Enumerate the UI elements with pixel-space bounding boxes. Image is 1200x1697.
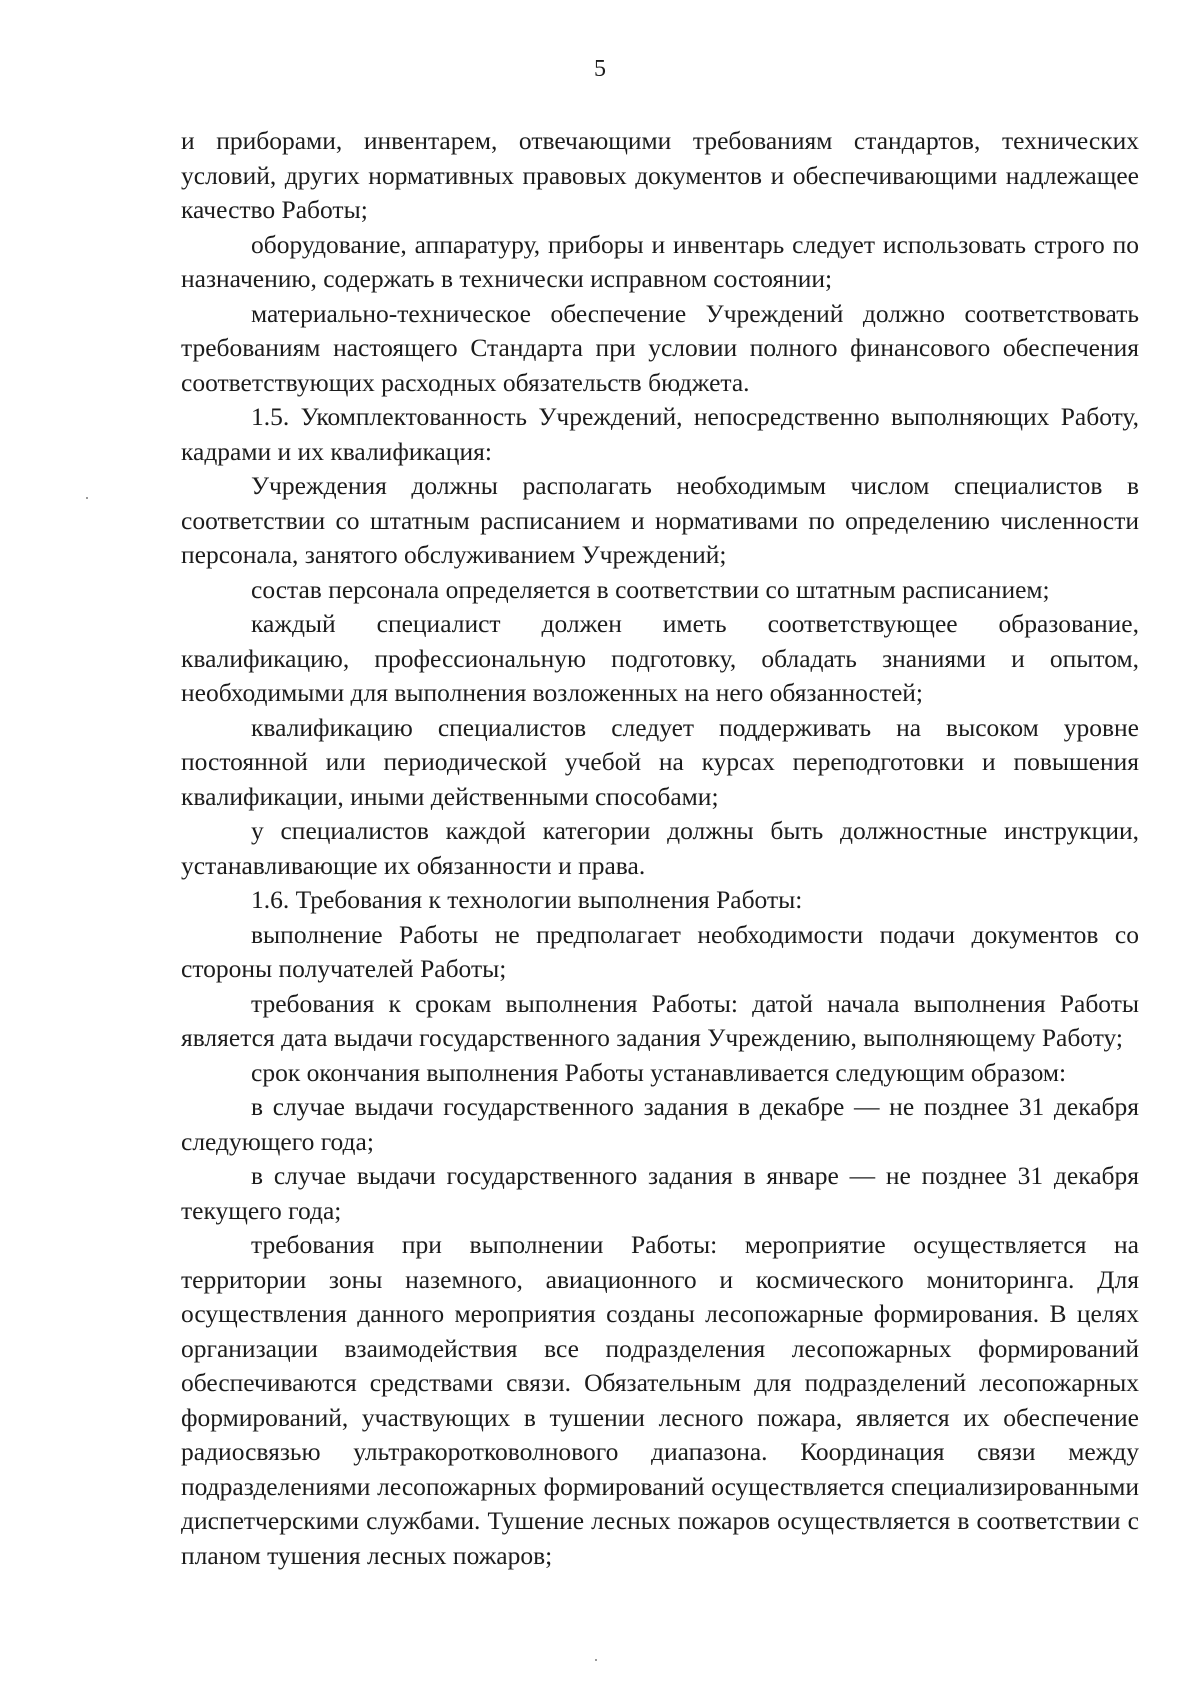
document-body xyxy=(181,124,1139,1573)
paragraph: Учреждения должны располагать необходимым числом специалистов в соответствии со штатным расписанием и нормативами по определению численности персонала, занятого обслуживанием Учреждений; xyxy=(181,471,1139,569)
paragraph: и приборами, инвентарем, отвечающими требованиям стандартов, технических условий, других нормативных правовых документов и обеспечивающими надлежащее качество Работы; xyxy=(181,126,1139,224)
section-heading-1-6: 1.6. Требования к технологии выполнения Работы: xyxy=(251,885,803,914)
paragraph: выполнение Работы не предполагает необходимости подачи документов со стороны получателей Работы; xyxy=(181,919,1139,983)
paragraph: оборудование, аппаратуру, приборы и инвентарь следует использовать строго по назначению, содержать в технически исправном состоянии; xyxy=(181,229,1139,293)
paragraph: в случае выдачи государственного задания в декабре — не позднее 31 декабря следующего года; xyxy=(181,1092,1139,1156)
paragraph: срок окончания выполнения Работы устанавливается следующим образом: xyxy=(251,1057,1067,1087)
page-number: 5 xyxy=(594,56,606,82)
paragraph: в случае выдачи государственного задания в январе — не позднее 31 декабря текущего года; xyxy=(181,1161,1139,1225)
paragraph: у специалистов каждой категории должны быть должностные инструкции, устанавливающие их обязанности и права. xyxy=(181,816,1139,880)
paragraph: требования к срокам выполнения Работы: датой начала выполнения Работы является дата выдачи государственного задания Учреждению, выполняющему Работу; xyxy=(181,988,1139,1052)
section-heading-1-5: 1.5. Укомплектованность Учреждений, непосредственно выполняющих Работу, кадрами и их квалификация: xyxy=(181,402,1139,466)
paragraph: квалификацию специалистов следует поддерживать на высоком уровне постоянной или периодической учебой на курсах переподготовки и повышения квалификации, иными действенными способами; xyxy=(181,712,1139,811)
paragraph: требования при выполнении Работы: мероприятие осуществляется на территории зоны наземного, авиационного и космического мониторинга. Для осуществления данного мероприятия созданы лесопожарные формирования. В целях организации взаимодействия все подразделения лесопожарных формирований обеспечиваются средствами связи. Обязательным для подразделений лесопожарных формирований, участвующих в тушении лесного пожара, является их обеспечение радиосвязью ультракоротковолнового диапазона. Координация связи между подразделениями лесопожарных формирований осуществляется специализированными диспетчерскими службами. Тушение лесных пожаров осуществляется в соответствии с планом тушения лесных пожаров; xyxy=(181,1230,1139,1570)
paragraph: материально-техническое обеспечение Учреждений должно соответствовать требованиям настоящего Стандарта при условии полного финансового обеспечения соответствующих расходных обязательств бюджета. xyxy=(181,298,1139,397)
scan-speck xyxy=(595,1659,597,1661)
paragraph: состав персонала определяется в соответствии со штатным расписанием; xyxy=(251,574,1050,604)
scan-speck xyxy=(86,497,88,499)
paragraph: каждый специалист должен иметь соответствующее образование, квалификацию, профессиональную подготовку, обладать знаниями и опытом, необходимыми для выполнения возложенных на него обязанностей; xyxy=(181,609,1139,707)
